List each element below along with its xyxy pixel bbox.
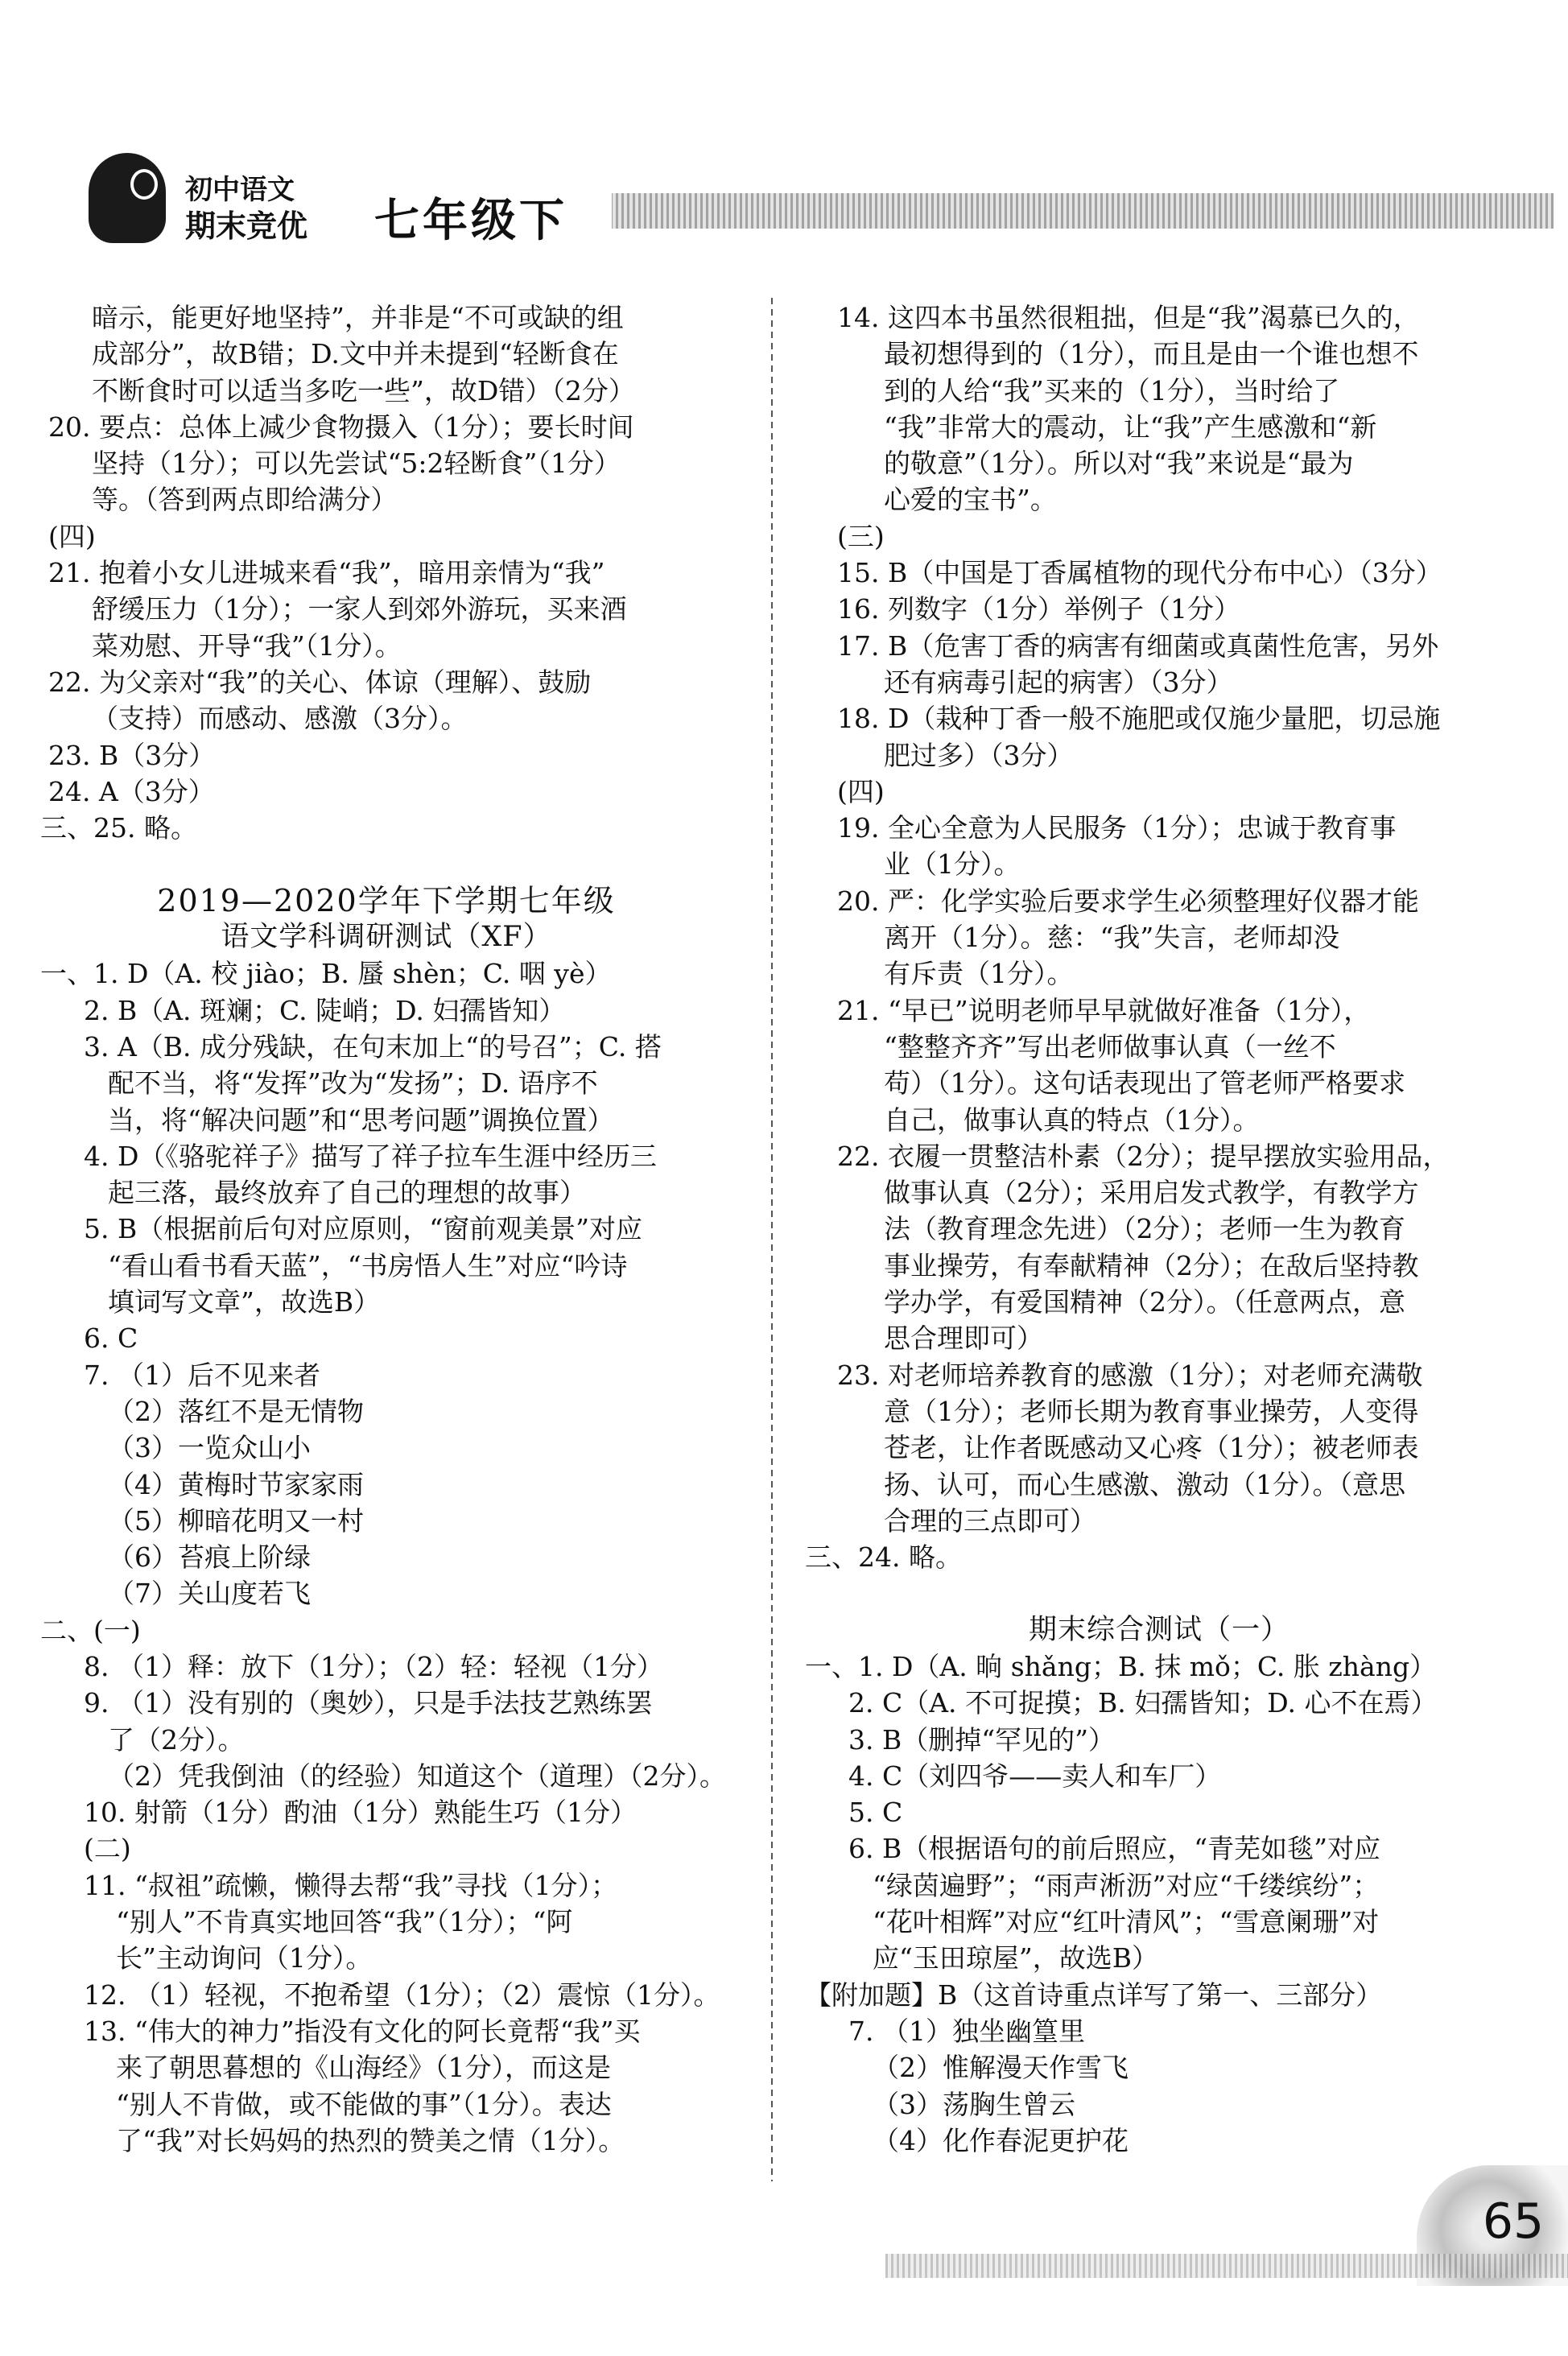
answer-line: 20. 要点：总体上减少食物摄入（1分）；要长时间: [48, 411, 634, 443]
answer-line: (四): [48, 520, 96, 552]
section-title: 2019—2020学年下学期七年级: [157, 882, 616, 918]
answer-line: 3. B（删掉“罕见的”）: [848, 1723, 1115, 1756]
answer-line: 成部分”，故B错；D.文中并未提到“轻断食在: [92, 338, 619, 370]
answer-line: 意（1分）；老师长期为教育事业操劳，人变得: [884, 1395, 1419, 1427]
answer-line: 18. D（栽种丁香一般不施肥或仅施少量肥，切忌施: [837, 703, 1441, 735]
answer-line: 13. “伟大的神力”指没有文化的阿长竟帮“我”买: [84, 2015, 641, 2047]
answer-line: 2. B（A. 斑斓；C. 陡峭；D. 妇孺皆知）: [84, 994, 566, 1026]
answer-line: 21. 抱着小女儿进城来看“我”，暗用亲情为“我”: [48, 557, 605, 589]
answer-line: 有斥责（1分）。: [884, 958, 1074, 990]
answer-line: 22. 为父亲对“我”的关心、体谅（理解）、鼓励: [48, 666, 592, 698]
answer-line: 23. B（3分）: [48, 739, 216, 771]
series-label: 期末竞优: [185, 208, 308, 244]
answer-line: 4. D（《骆驼祥子》描写了祥子拉车生涯中经历三: [84, 1140, 657, 1172]
answer-line: 9. （1）没有别的（奥妙），只是手法技艺熟练罢: [84, 1687, 653, 1719]
answer-line: 二、(一): [40, 1614, 141, 1646]
answer-line: 11. “叔祖”疏懒，懒得去帮“我”寻找（1分）；: [84, 1869, 617, 1901]
grade-label: 七年级下: [374, 195, 567, 247]
answer-line: 17. B（危害丁香的病害有细菌或真菌性危害，另外: [837, 629, 1439, 662]
answer-line: 16. 列数字（1分）举例子（1分）: [837, 593, 1240, 625]
answer-line: 事业操劳，有奉献精神（2分）；在敌后坚持教: [884, 1249, 1419, 1281]
answer-line: 8. （1）释：放下（1分）；（2）轻：轻视（1分）: [84, 1650, 663, 1682]
right-column: [805, 299, 1513, 2159]
answer-line: （2）惟解漫天作雪飞: [873, 2052, 1129, 2084]
answer-line: 法（教育理念先进）（2分）；老师一生为教育: [884, 1213, 1405, 1245]
answer-line: “我”非常大的震动，让“我”产生感激和“新: [884, 411, 1377, 443]
answer-line: “别人不肯做，或不能做的事”（1分）。表达: [116, 2088, 612, 2120]
lightbulb-head-icon: [89, 153, 166, 243]
answer-line: 肥过多）（3分）: [884, 739, 1074, 771]
answer-line: 7. （1）独坐幽篁里: [848, 2015, 1085, 2047]
answer-line: 坚持（1分）；可以先尝试“5:2轻断食”（1分）: [92, 448, 621, 480]
answer-line: （3）一览众山小: [108, 1432, 311, 1464]
answer-line: 离开（1分）。慈：“我”失言，老师却没: [884, 922, 1340, 954]
answer-line: 了“我”对长妈妈的热烈的赞美之情（1分）。: [116, 2124, 625, 2156]
answer-line: （6）苔痕上阶绿: [108, 1541, 311, 1574]
answer-line: 一、1. D（A. 晌 shǎng；B. 抹 mǒ；C. 胀 zhàng）: [805, 1650, 1437, 1682]
answer-line: 最初想得到的（1分），而且是由一个谁也想不: [884, 338, 1419, 370]
column-divider: [771, 298, 773, 2181]
answer-line: （4）化作春泥更护花: [873, 2124, 1129, 2156]
answer-line: “花叶相辉”对应“红叶清风”；“雪意阑珊”对: [873, 1906, 1380, 1938]
answer-line: 24. A（3分）: [48, 775, 215, 807]
answer-line: 合理的三点即可）: [884, 1504, 1096, 1537]
answer-line: 起三落，最终放弃了自己的理想的故事）: [108, 1177, 586, 1209]
answer-line: （3）荡胸生曾云: [873, 2088, 1075, 2120]
section-subtitle: 期末综合测试（一）: [1028, 1613, 1289, 1646]
answer-line: 不断食时可以适当多吃一些”，故D错）（2分）: [92, 374, 635, 406]
answer-line: (三): [837, 520, 885, 552]
answer-line: 配不当，将“发挥”改为“发扬”；D. 语序不: [108, 1067, 598, 1100]
answer-line: 15. B（中国是丁香属植物的现代分布中心）（3分）: [837, 557, 1442, 589]
answer-line: 思合理即可）: [884, 1322, 1043, 1355]
answer-line: 来了朝思暮想的《山海经》（1分），而这是: [116, 2052, 611, 2084]
answer-line: 舒缓压力（1分）；一家人到郊外游玩，买来酒: [92, 593, 627, 625]
answer-line: 5. B（根据前后句对应原则，“窗前观美景”对应: [84, 1213, 642, 1245]
answer-line: 学办学，有爱国精神（2分）。（任意两点，意: [884, 1286, 1405, 1318]
left-column: [40, 299, 732, 2159]
answer-line: 23. 对老师培养教育的感激（1分）；对老师充满敬: [837, 1359, 1423, 1391]
answer-line: 业（1分）。: [884, 848, 1021, 881]
footer-dotted-bar: [885, 2254, 1568, 2278]
answer-line: 心爱的宝书”。: [884, 484, 1057, 516]
answer-line: 了（2分）。: [108, 1723, 245, 1756]
answer-line: 5. C: [848, 1797, 903, 1829]
answer-line: 当，将“解决问题”和“思考问题”调换位置）: [108, 1104, 614, 1136]
answer-line: 到的人给“我”买来的（1分），当时给了: [884, 374, 1340, 406]
answer-line: 一、1. D（A. 校 jiào；B. 蜃 shèn；C. 咽 yè）: [40, 958, 612, 990]
answer-line: 三、25. 略。: [40, 812, 197, 844]
answer-line: 暗示，能更好地坚持”，并非是“不可或缺的组: [92, 302, 624, 333]
answer-line: 21. “早已”说明老师早早就做好准备（1分），: [837, 994, 1371, 1026]
answer-line: 14. 这四本书虽然很粗拙，但是“我”渴慕已久的，: [837, 302, 1420, 333]
subject-label: 初中语文: [185, 174, 295, 206]
page-header: [32, 153, 1554, 258]
answer-line: 6. B（根据语句的前后照应，“青芜如毯”对应: [848, 1833, 1380, 1865]
answer-line: 做事认真（2分）；采用启发式教学，有教学方: [884, 1177, 1419, 1209]
section-subtitle: 语文学科调研测试（XF）: [221, 921, 552, 954]
answer-line: 苟）（1分）。这句话表现出了管老师严格要求: [884, 1067, 1405, 1100]
answer-line: 4. C（刘四爷——卖人和车厂）: [848, 1760, 1222, 1792]
answer-line: (四): [837, 775, 885, 807]
answer-line: （2）落红不是无情物: [108, 1395, 364, 1427]
answer-line: （7）关山度若飞: [108, 1578, 311, 1610]
answer-line: “绿茵遍野”；“雨声淅沥”对应“千缕缤纷”；: [873, 1869, 1380, 1901]
answer-line: （支持）而感动、感激（3分）。: [92, 703, 468, 735]
answer-line: （2）凭我倒油（的经验）知道这个（道理）（2分）。: [108, 1760, 726, 1792]
answer-line: 还有病毒引起的病害）（3分）: [884, 666, 1233, 698]
answer-line: （4）黄梅时节家家雨: [108, 1468, 364, 1500]
answer-line: 三、24. 略。: [805, 1541, 962, 1574]
answer-line: “别人”不肯真实地回答“我”（1分）；“阿: [116, 1906, 573, 1938]
answer-line: 20. 严：化学实验后要求学生必须整理好仪器才能: [837, 885, 1419, 917]
section-gap: [805, 1575, 1513, 1611]
answer-line: 菜劝慰、开导“我”（1分）。: [92, 629, 402, 662]
answer-line: 2. C（A. 不可捉摸；B. 妇孺皆知；D. 心不在焉）: [848, 1687, 1438, 1719]
section-gap: [40, 846, 732, 882]
answer-line: 的敬意”（1分）。所以对“我”来说是“最为: [884, 448, 1354, 480]
answer-line: 12. （1）轻视，不抱希望（1分）；（2）震惊（1分）。: [84, 1978, 720, 2011]
answer-line: (二): [84, 1833, 131, 1865]
answer-line: 10. 射箭（1分）酌油（1分）熟能生巧（1分）: [84, 1797, 637, 1829]
answer-line: 7. （1）后不见来者: [84, 1359, 320, 1391]
answer-line: 填词写文章”，故选B）: [108, 1286, 381, 1318]
answer-line: 22. 衣履一贯整洁朴素（2分）；提早摆放实验用品，: [837, 1140, 1450, 1172]
page-number: 65: [1482, 2193, 1545, 2250]
answer-line: 长”主动询问（1分）。: [116, 1942, 373, 1974]
answer-line: “整整齐齐”写出老师做事认真（一丝不: [884, 1030, 1336, 1062]
answer-line: 6. C: [84, 1322, 138, 1355]
answer-line: 应“玉田琼屋”，故选B）: [873, 1942, 1158, 1974]
answer-line: 等。（答到两点即给满分）: [92, 484, 398, 516]
answer-line: “看山看书看天蓝”，“书房悟人生”对应“吟诗: [108, 1249, 628, 1281]
answer-line: （5）柳暗花明又一村: [108, 1504, 364, 1537]
answer-line: 自己，做事认真的特点（1分）。: [884, 1104, 1260, 1136]
answer-line: 苍老，让作者既感动又心疼（1分）；被老师表: [884, 1432, 1419, 1464]
answer-line: 扬、认可，而心生感激、激动（1分）。（意思: [884, 1468, 1405, 1500]
answer-line: 3. A（B. 成分残缺，在句末加上“的号召”；C. 搭: [84, 1030, 662, 1062]
answer-line: 【附加题】B（这首诗重点详写了第一、三部分）: [805, 1978, 1383, 2011]
answer-line: 19. 全心全意为人民服务（1分）；忠诚于教育事: [837, 812, 1397, 844]
